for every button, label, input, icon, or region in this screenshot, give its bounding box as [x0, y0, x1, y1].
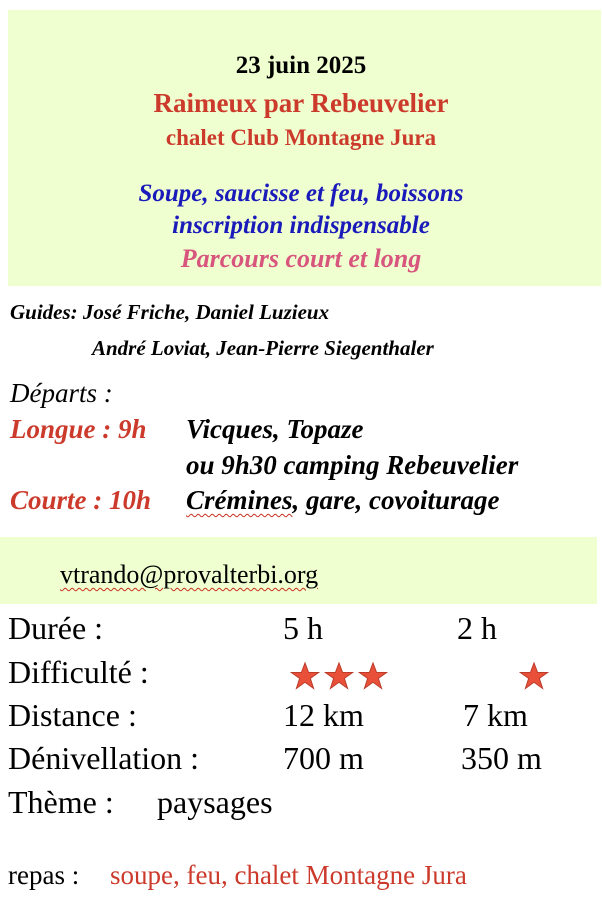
star-icon [358, 661, 388, 691]
repas-text: soupe, feu, chalet Montagne Jura [110, 860, 467, 890]
courte-place [186, 485, 500, 516]
duree-court: 2 h [457, 610, 497, 646]
courte-label: Courte : 10h [10, 485, 152, 515]
guides-line-1: Guides: José Friche, Daniel Luzieux [10, 300, 330, 324]
courte-place-rest: , gare, covoiturage [292, 485, 500, 515]
contact-email[interactable]: vtrando@provalterbi.org [60, 560, 319, 589]
event-description-2: inscription indispensable [172, 212, 430, 239]
star-icon [290, 661, 320, 691]
denivellation-long: 700 m [283, 740, 364, 776]
courte-place-name: Crémines [186, 485, 293, 515]
difficulte-label: Difficulté : [8, 654, 149, 690]
event-date: 23 juin 2025 [235, 52, 367, 79]
guides-line-2: André Loviat, Jean-Pierre Siegenthaler [92, 336, 434, 360]
denivellation-court: 350 m [461, 740, 542, 776]
duree-long: 5 h [283, 610, 323, 646]
theme-value: paysages [157, 784, 273, 820]
longue-place-1: Vicques, Topaze [186, 414, 364, 444]
event-subtitle: chalet Club Montagne Jura [165, 125, 437, 150]
event-title: Raimeux par Rebeuvelier [153, 88, 449, 118]
event-description-1: Soupe, saucisse et feu, boissons [138, 180, 464, 207]
difficulte-long-stars [290, 661, 388, 691]
distance-label: Distance : [8, 697, 137, 733]
distance-long: 12 km [283, 697, 364, 733]
longue-label: Longue : 9h [10, 414, 147, 444]
event-parcours: Parcours court et long [180, 244, 422, 273]
longue-place-2: ou 9h30 camping Rebeuvelier [186, 450, 519, 480]
repas-label: repas : [8, 860, 80, 890]
denivellation-label: Dénivellation : [8, 740, 200, 776]
theme-label: Thème : [8, 784, 114, 820]
duree-label: Durée : [8, 610, 104, 646]
difficulte-court-stars [519, 661, 549, 691]
distance-court: 7 km [463, 697, 528, 733]
departs-heading: Départs : [10, 378, 113, 408]
star-icon [519, 661, 549, 691]
star-icon [324, 661, 354, 691]
